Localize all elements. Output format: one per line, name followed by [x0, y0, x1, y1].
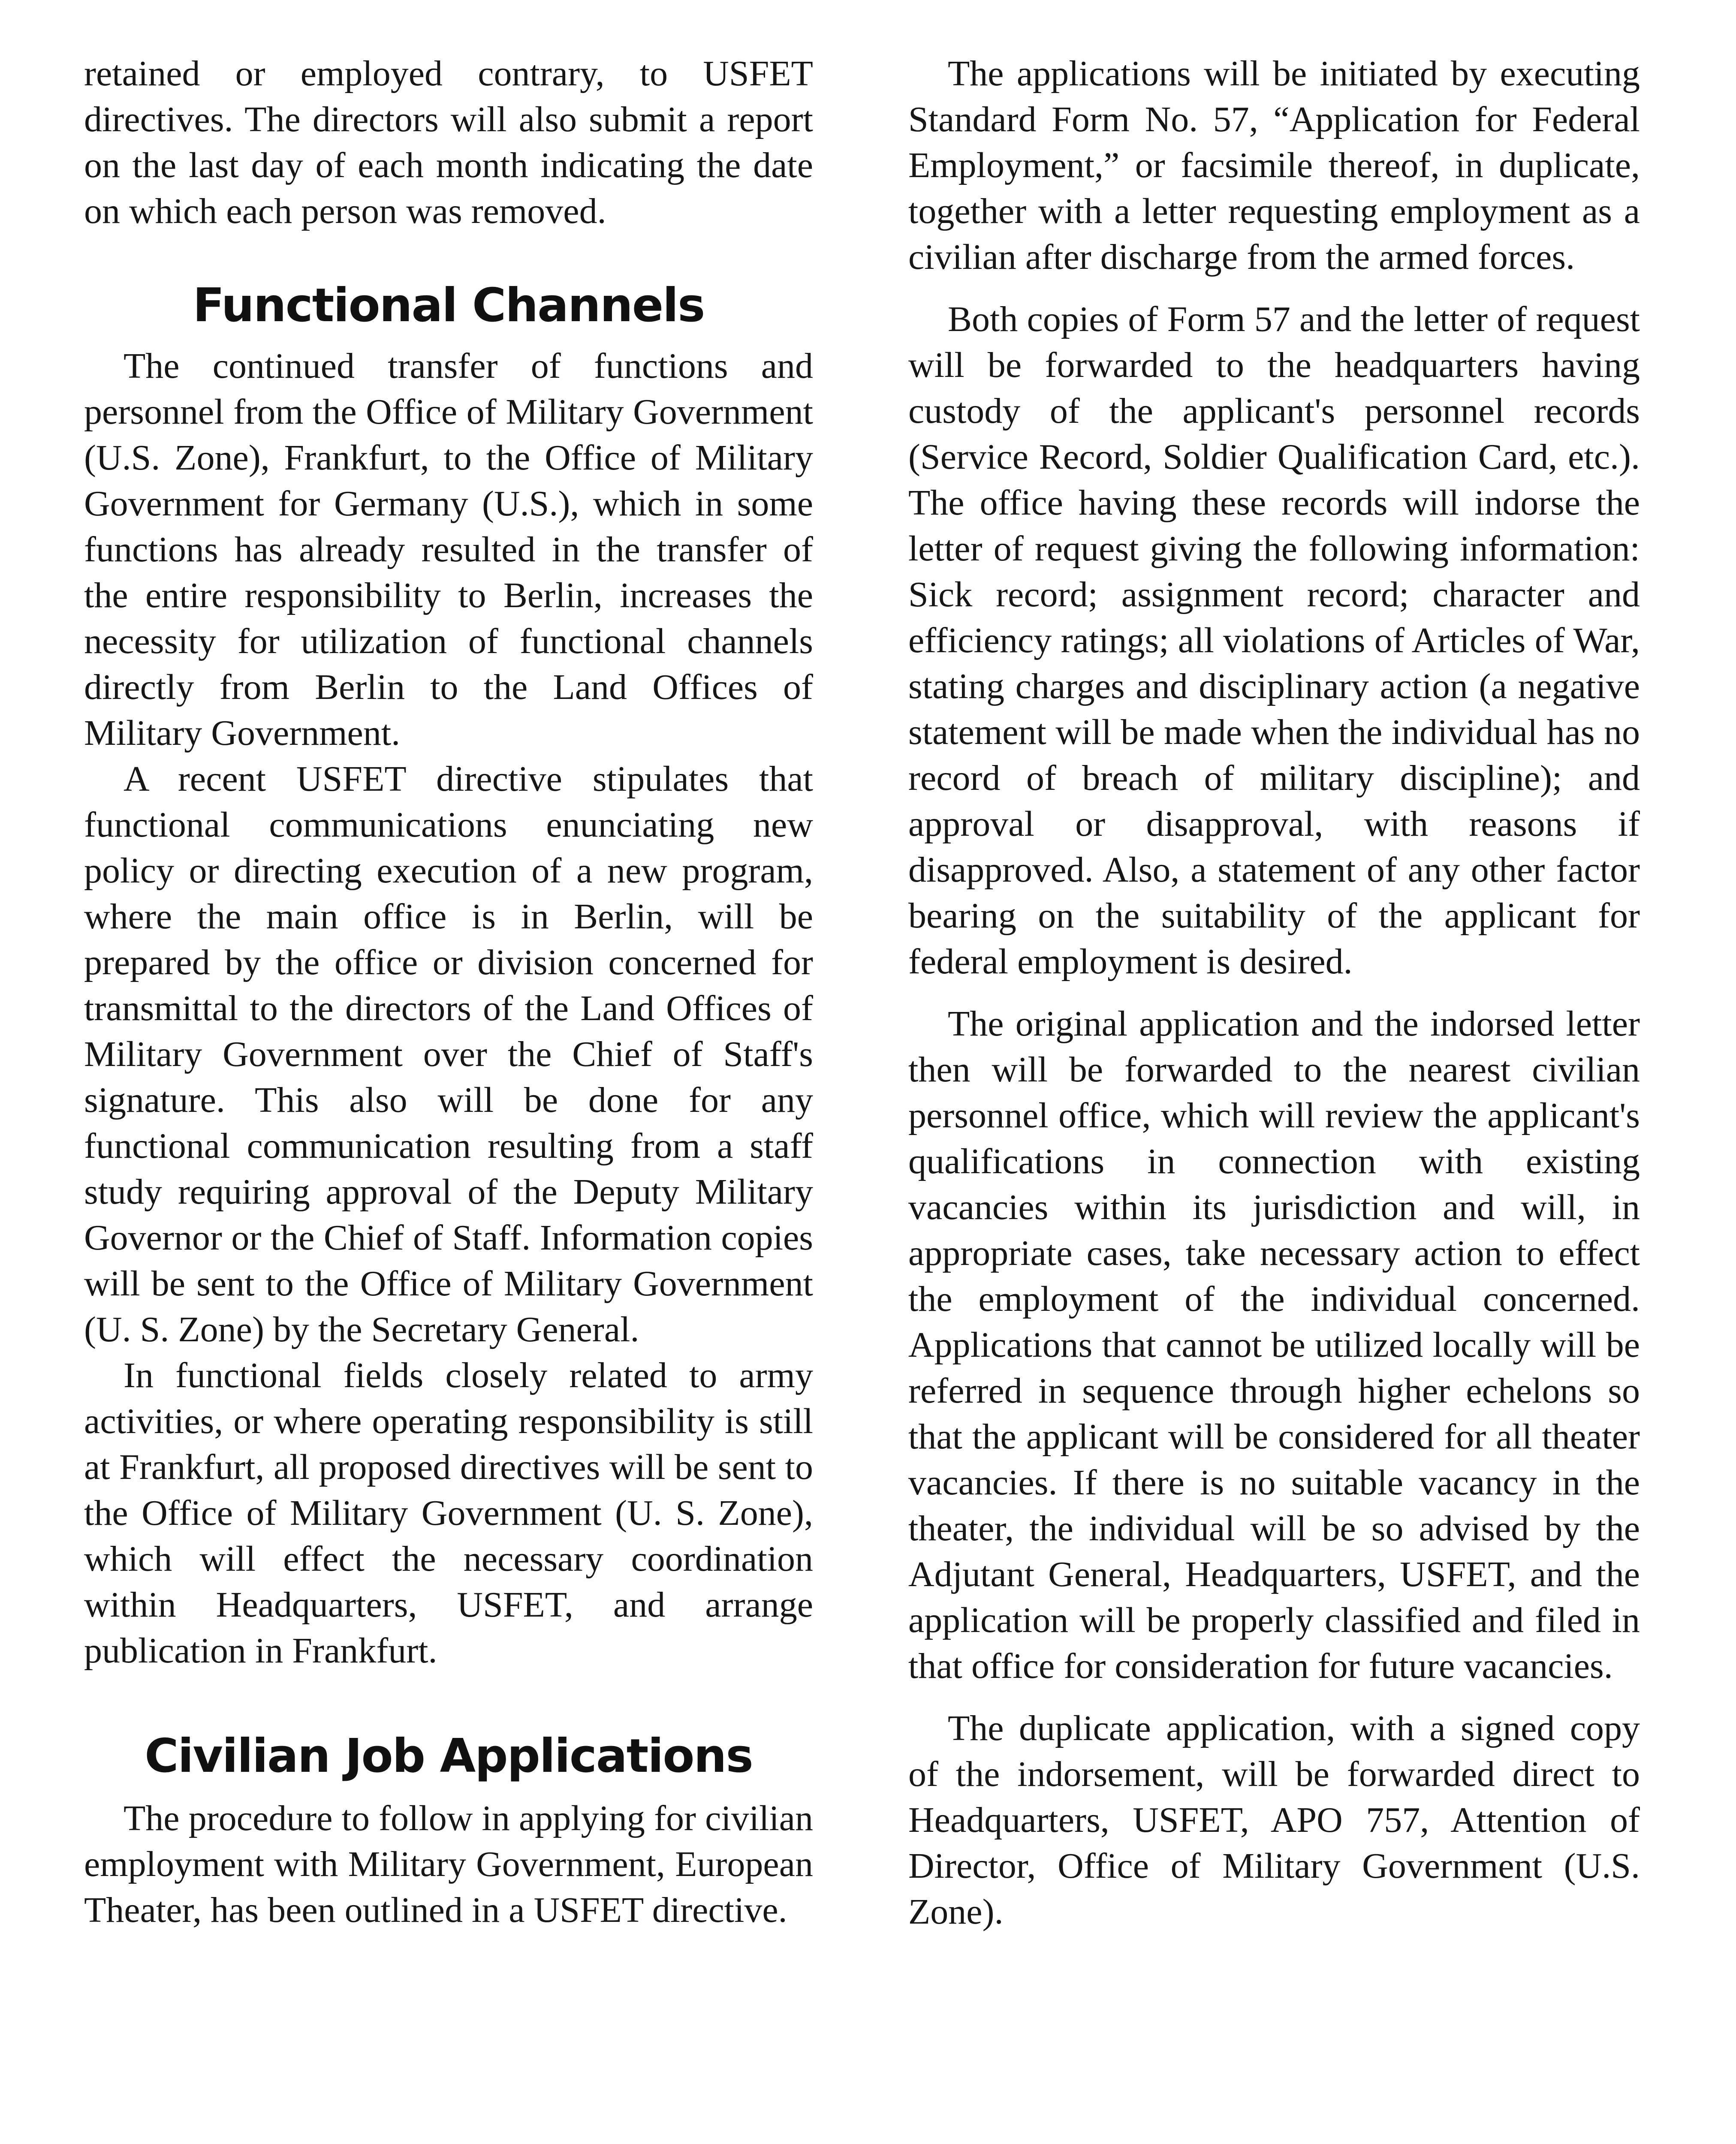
right-paragraph-2: Both copies of Form 57 and the letter of request will be forwarded to the headquarters having custody of the applicant's personnel records (Service Record, Soldier Qualification Card, etc.). The office having these records will indorse the letter of request giving the following information: Sick record; assignment record; character and efficiency ratings; all violations of Articles of War, stating charges and disciplinary action (a negative statement will be made when the individual has no record of breach of military discipline); and approval or disapproval, with reasons if disapproved. Also, a statement of any other factor bearing on the suitability of the applicant for federal employment is desired.: [908, 299, 1640, 982]
right-column: [908, 51, 1640, 1935]
right-paragraph-4: The duplicate application, with a signed copy of the indorsement, will be forwarded direct to Headquarters, USFET, APO 757, Attention of Director, Office of Military Government (U.S. Zone).: [908, 1708, 1640, 1932]
functional-channels-heading: Functional Channels: [193, 279, 705, 332]
left-column: [84, 51, 813, 1933]
right-paragraph-1: The applications will be initiated by executing Standard Form No. 57, “Application for Federal Employment,” or facsimile thereof, in duplicate, together with a letter requesting employment as a civilian after discharge from the armed forces.: [908, 54, 1640, 277]
functional-channels-paragraph-2: A recent USFET directive stipulates that functional communications enunciating new policy or directing execution of a new program, where the main office is in Berlin, will be prepared by the office or division concerned for transmittal to the directors of the Land Offices of Military Government over the Chief of Staff's signature. This also will be done for any functional communication resulting from a staff study requiring approval of the Deputy Military Governor or the Chief of Staff. Information copies will be sent to the Office of Military Government (U. S. Zone) by the Secretary General.: [84, 759, 813, 1349]
civilian-job-applications-paragraph-1: The procedure to follow in applying for civilian employment with Military Government, European Theater, has been outlined in a USFET directive.: [84, 1798, 813, 1930]
functional-channels-paragraph-1: The continued transfer of functions and personnel from the Office of Military Government (U.S. Zone), Frankfurt, to the Office of Military Government for Germany (U.S.), which in some functions has already resulted in the transfer of the entire responsibility to Berlin, increases the necessity for utilization of functional channels directly from Berlin to the Land Offices of Military Government.: [84, 346, 813, 753]
right-paragraph-3: The original application and the indorsed letter then will be forwarded to the nearest civilian personnel office, which will review the applicant's qualifications in connection with existing vacancies within its jurisdiction and will, in appropriate cases, take necessary action to effect the employment of the individual concerned. Applications that cannot be utilized locally will be referred in sequence through higher echelons so that the applicant will be considered for all theater vacancies. If there is no suitable vacancy in the theater, the individual will be so advised by the Adjutant General, Headquarters, USFET, and the application will be properly classified and filed in that office for consideration for future vacancies.: [908, 1004, 1640, 1686]
intro-paragraph: retained or employed contrary, to USFET directives. The directors will also submit a report on the last day of each month indicating the date on which each person was removed.: [84, 54, 813, 231]
functional-channels-paragraph-3: In functional fields closely related to army activities, or where operating responsibility is still at Frankfurt, all proposed directives will be sent to the Office of Military Government (U. S. Zone), which will effect the necessary coordination within Headquarters, USFET, and arrange publication in Frankfurt.: [84, 1355, 813, 1671]
civilian-job-applications-heading: Civilian Job Applications: [145, 1729, 753, 1783]
